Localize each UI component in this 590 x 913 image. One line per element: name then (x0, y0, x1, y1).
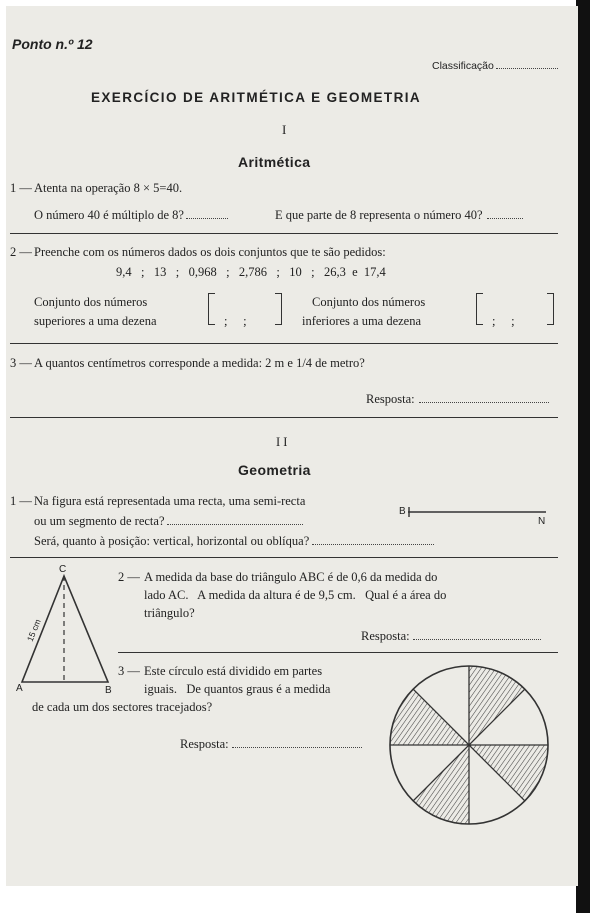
question-number: 2 — (10, 245, 32, 259)
ponto-number: Ponto n.º 12 (12, 36, 93, 52)
resposta-line: Resposta: (180, 736, 362, 752)
hatched-sector (413, 745, 469, 824)
answer-blank[interactable] (413, 628, 541, 640)
classificacao-blank[interactable] (496, 57, 558, 69)
set-bracket-right (547, 293, 554, 325)
question-text: triângulo? (144, 606, 195, 620)
divider (118, 652, 558, 653)
answer-blank[interactable] (232, 736, 362, 748)
set-label: inferiores a uma dezena (302, 314, 422, 328)
side-length-label: 15 cm (24, 617, 43, 643)
question-text: lado AC. A medida da altura é de 9,5 cm. Qual é a área do (144, 588, 447, 602)
question-text: Este círculo está dividido em partes (144, 664, 323, 678)
answer-blank[interactable] (186, 207, 228, 219)
question-number: 2 — (118, 570, 140, 584)
answer-blank[interactable] (167, 513, 303, 525)
question-number: 3 — (10, 356, 32, 370)
question-text: O número 40 é múltiplo de 8? (34, 207, 228, 223)
section-numeral-1: I (282, 122, 287, 137)
answer-blank[interactable] (312, 533, 434, 545)
hatched-sector (390, 689, 469, 745)
question-number: 3 — (118, 664, 140, 678)
question-text: iguais. De quantos graus é a medida (144, 682, 331, 696)
classificacao-label: Classificação (432, 57, 558, 74)
question-text: ou um segmento de recta? (34, 513, 303, 529)
hatched-sector (469, 745, 548, 801)
section-heading-aritmetica: Aritmética (238, 154, 311, 170)
question-text: Preenche com os números dados os dois conjuntos que te são pedidos: (34, 245, 386, 259)
question-text: E que parte de 8 representa o número 40? (275, 207, 523, 223)
question-text: A medida da base do triângulo ABC é de 0,6 da medida do (144, 570, 438, 584)
divider (10, 233, 558, 234)
vertex-label-c: C (59, 564, 67, 575)
resposta-line: Resposta: (366, 391, 549, 407)
point-label-b: B (399, 506, 406, 517)
set-separators: ; ; (492, 314, 515, 328)
exam-sheet (6, 6, 578, 886)
page-binding-edge (576, 0, 590, 913)
question-text: A quantos centímetros corresponde a medida: 2 m e 1/4 de metro? (34, 356, 365, 370)
set-separators: ; ; (224, 314, 247, 328)
number-list: 9,4 ; 13 ; 0,968 ; 2,786 ; 10 ; 26,3 e 17,4 (116, 265, 386, 279)
set-label: superiores a uma dezena (34, 314, 157, 328)
answer-blank[interactable] (487, 207, 523, 219)
question-text: Será, quanto à posição: vertical, horizontal ou oblíqua? (34, 533, 434, 549)
question-number: 1 — (10, 494, 32, 508)
vertex-label-b: B (105, 685, 112, 696)
question-text: de cada um dos sectores tracejados? (32, 700, 213, 714)
hatched-sector (469, 666, 525, 745)
answer-blank[interactable] (419, 391, 549, 403)
divider (10, 557, 558, 558)
divider (10, 417, 558, 418)
vertex-label-a: A (16, 683, 23, 694)
set-label: Conjunto dos números (312, 295, 426, 309)
resposta-line: Resposta: (361, 628, 541, 644)
divider (10, 343, 558, 344)
point-label-n: N (538, 516, 546, 527)
set-label: Conjunto dos números (34, 295, 148, 309)
page-title: EXERCÍCIO DE ARITMÉTICA E GEOMETRIA (91, 90, 422, 105)
section-numeral-2: I I (276, 435, 288, 449)
question-text: Na figura está representada uma recta, uma semi-recta (34, 494, 306, 508)
divided-circle-figure (384, 660, 554, 830)
question-text: Atenta na operação 8 × 5=40. (34, 181, 183, 195)
line-figure (402, 504, 562, 520)
set-bracket-left (208, 293, 215, 325)
set-bracket-right (275, 293, 282, 325)
set-bracket-left (476, 293, 483, 325)
section-heading-geometria: Geometria (238, 462, 311, 478)
question-number: 1 — (10, 181, 32, 195)
